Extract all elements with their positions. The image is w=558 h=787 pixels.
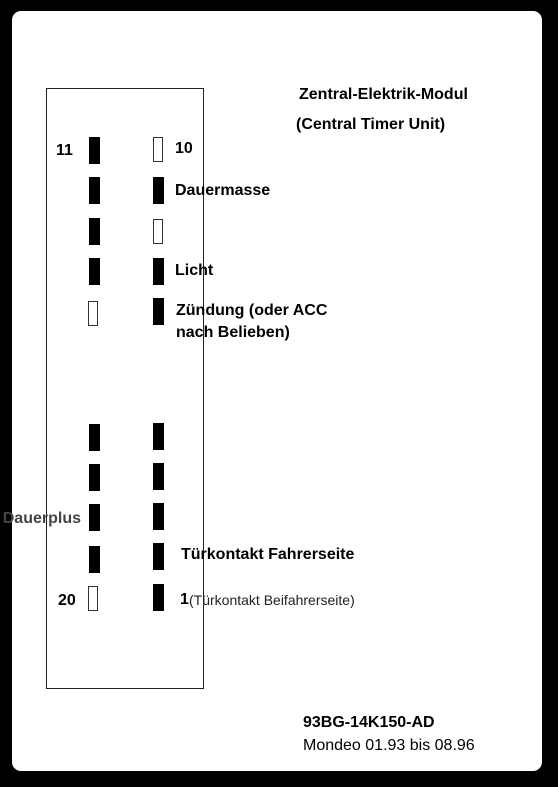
pin-3 [153, 503, 164, 530]
pin-18 [89, 504, 100, 531]
pin-14 [89, 258, 100, 285]
label-dauermasse: Dauermasse [175, 182, 271, 199]
pin-6 [153, 298, 164, 325]
pin-5 [153, 423, 164, 450]
pin-16 [89, 424, 100, 451]
pin-8 [153, 219, 163, 244]
diagram-subtitle: (Central Timer Unit) [296, 116, 446, 133]
pin-19 [89, 546, 100, 573]
pin-number-11: 11 [56, 142, 73, 159]
pin-number-10: 10 [175, 140, 193, 157]
pin-1 [153, 584, 164, 611]
pin-12 [89, 177, 100, 204]
part-number: 93BG-14K150-AD [303, 714, 435, 731]
label-licht: Licht [175, 262, 214, 279]
pin-17 [89, 464, 100, 491]
pin-4 [153, 463, 164, 490]
pin-number-1: 1 [180, 591, 189, 608]
label-zuendung-line1: Zündung (oder ACC [176, 302, 328, 319]
pin-2 [153, 543, 164, 570]
label-dauerplus: Dauerplus [2, 510, 81, 527]
label-tuerkontakt-beifahrerseite: (Türkontakt Beifahrerseite) [189, 592, 355, 608]
pin-10 [153, 137, 163, 162]
pin-number-20: 20 [58, 592, 76, 609]
pin-9 [153, 177, 164, 204]
pin-7 [153, 258, 164, 285]
pin-20 [88, 586, 98, 611]
label-zuendung-line2: nach Belieben) [176, 324, 290, 341]
model-range: Mondeo 01.93 bis 08.96 [303, 737, 475, 754]
label-tuerkontakt-fahrerseite: Türkontakt Fahrerseite [181, 546, 355, 563]
pin-15 [88, 301, 98, 326]
pin-13 [89, 218, 100, 245]
pin-11 [89, 137, 100, 164]
diagram-title: Zentral-Elektrik-Modul [299, 86, 468, 103]
